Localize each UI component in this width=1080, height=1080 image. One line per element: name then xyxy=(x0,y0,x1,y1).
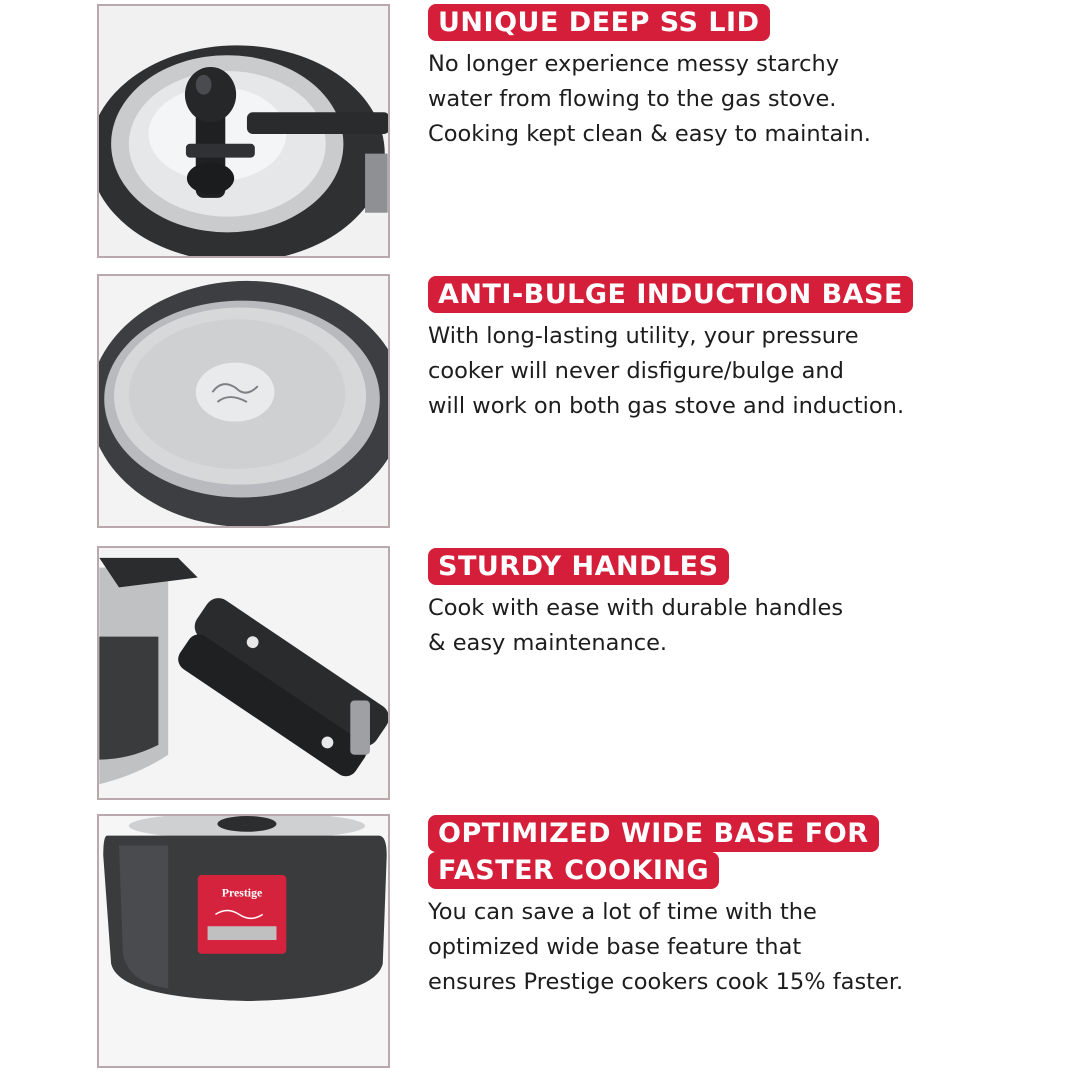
cooker-body-photo-icon xyxy=(99,816,388,1066)
feature-description-lid xyxy=(428,47,1068,152)
desc-line: & easy maintenance. xyxy=(428,630,668,656)
feature-title-handles: STURDY HANDLES xyxy=(428,548,729,585)
handles-image xyxy=(97,546,390,800)
handles-photo-icon xyxy=(99,548,388,798)
desc-line: optimized wide base feature that xyxy=(428,934,802,960)
feature-title-wide-base-line2: FASTER COOKING xyxy=(428,852,719,889)
feature-description-induction-base xyxy=(428,319,1068,424)
desc-line: Cooking kept clean & easy to maintain. xyxy=(428,121,871,147)
desc-line: ensures Prestige cookers cook 15% faster. xyxy=(428,969,904,995)
feature-title-wide-base-line1: OPTIMIZED WIDE BASE FOR xyxy=(428,815,879,852)
desc-line: Cook with ease with durable handles xyxy=(428,595,844,621)
desc-line: will work on both gas stove and induction. xyxy=(428,393,905,419)
desc-line: cooker will never disfigure/bulge and xyxy=(428,358,844,384)
lid-photo-icon xyxy=(99,6,388,256)
desc-line: water from flowing to the gas stove. xyxy=(428,86,837,112)
feature-title-induction-base: ANTI-BULGE INDUCTION BASE xyxy=(428,276,913,313)
desc-line: With long-lasting utility, your pressure xyxy=(428,323,859,349)
wide-base-image xyxy=(97,814,390,1068)
induction-base-photo-icon xyxy=(99,276,388,526)
base-image xyxy=(97,274,390,528)
desc-line: No longer experience messy starchy xyxy=(428,51,840,77)
lid-image xyxy=(97,4,390,258)
feature-description-handles xyxy=(428,591,1068,661)
feature-title-lid: UNIQUE DEEP SS LID xyxy=(428,4,770,41)
desc-line: You can save a lot of time with the xyxy=(428,899,817,925)
brand-label: Prestige xyxy=(221,885,263,900)
feature-description-wide-base xyxy=(428,895,1068,1000)
